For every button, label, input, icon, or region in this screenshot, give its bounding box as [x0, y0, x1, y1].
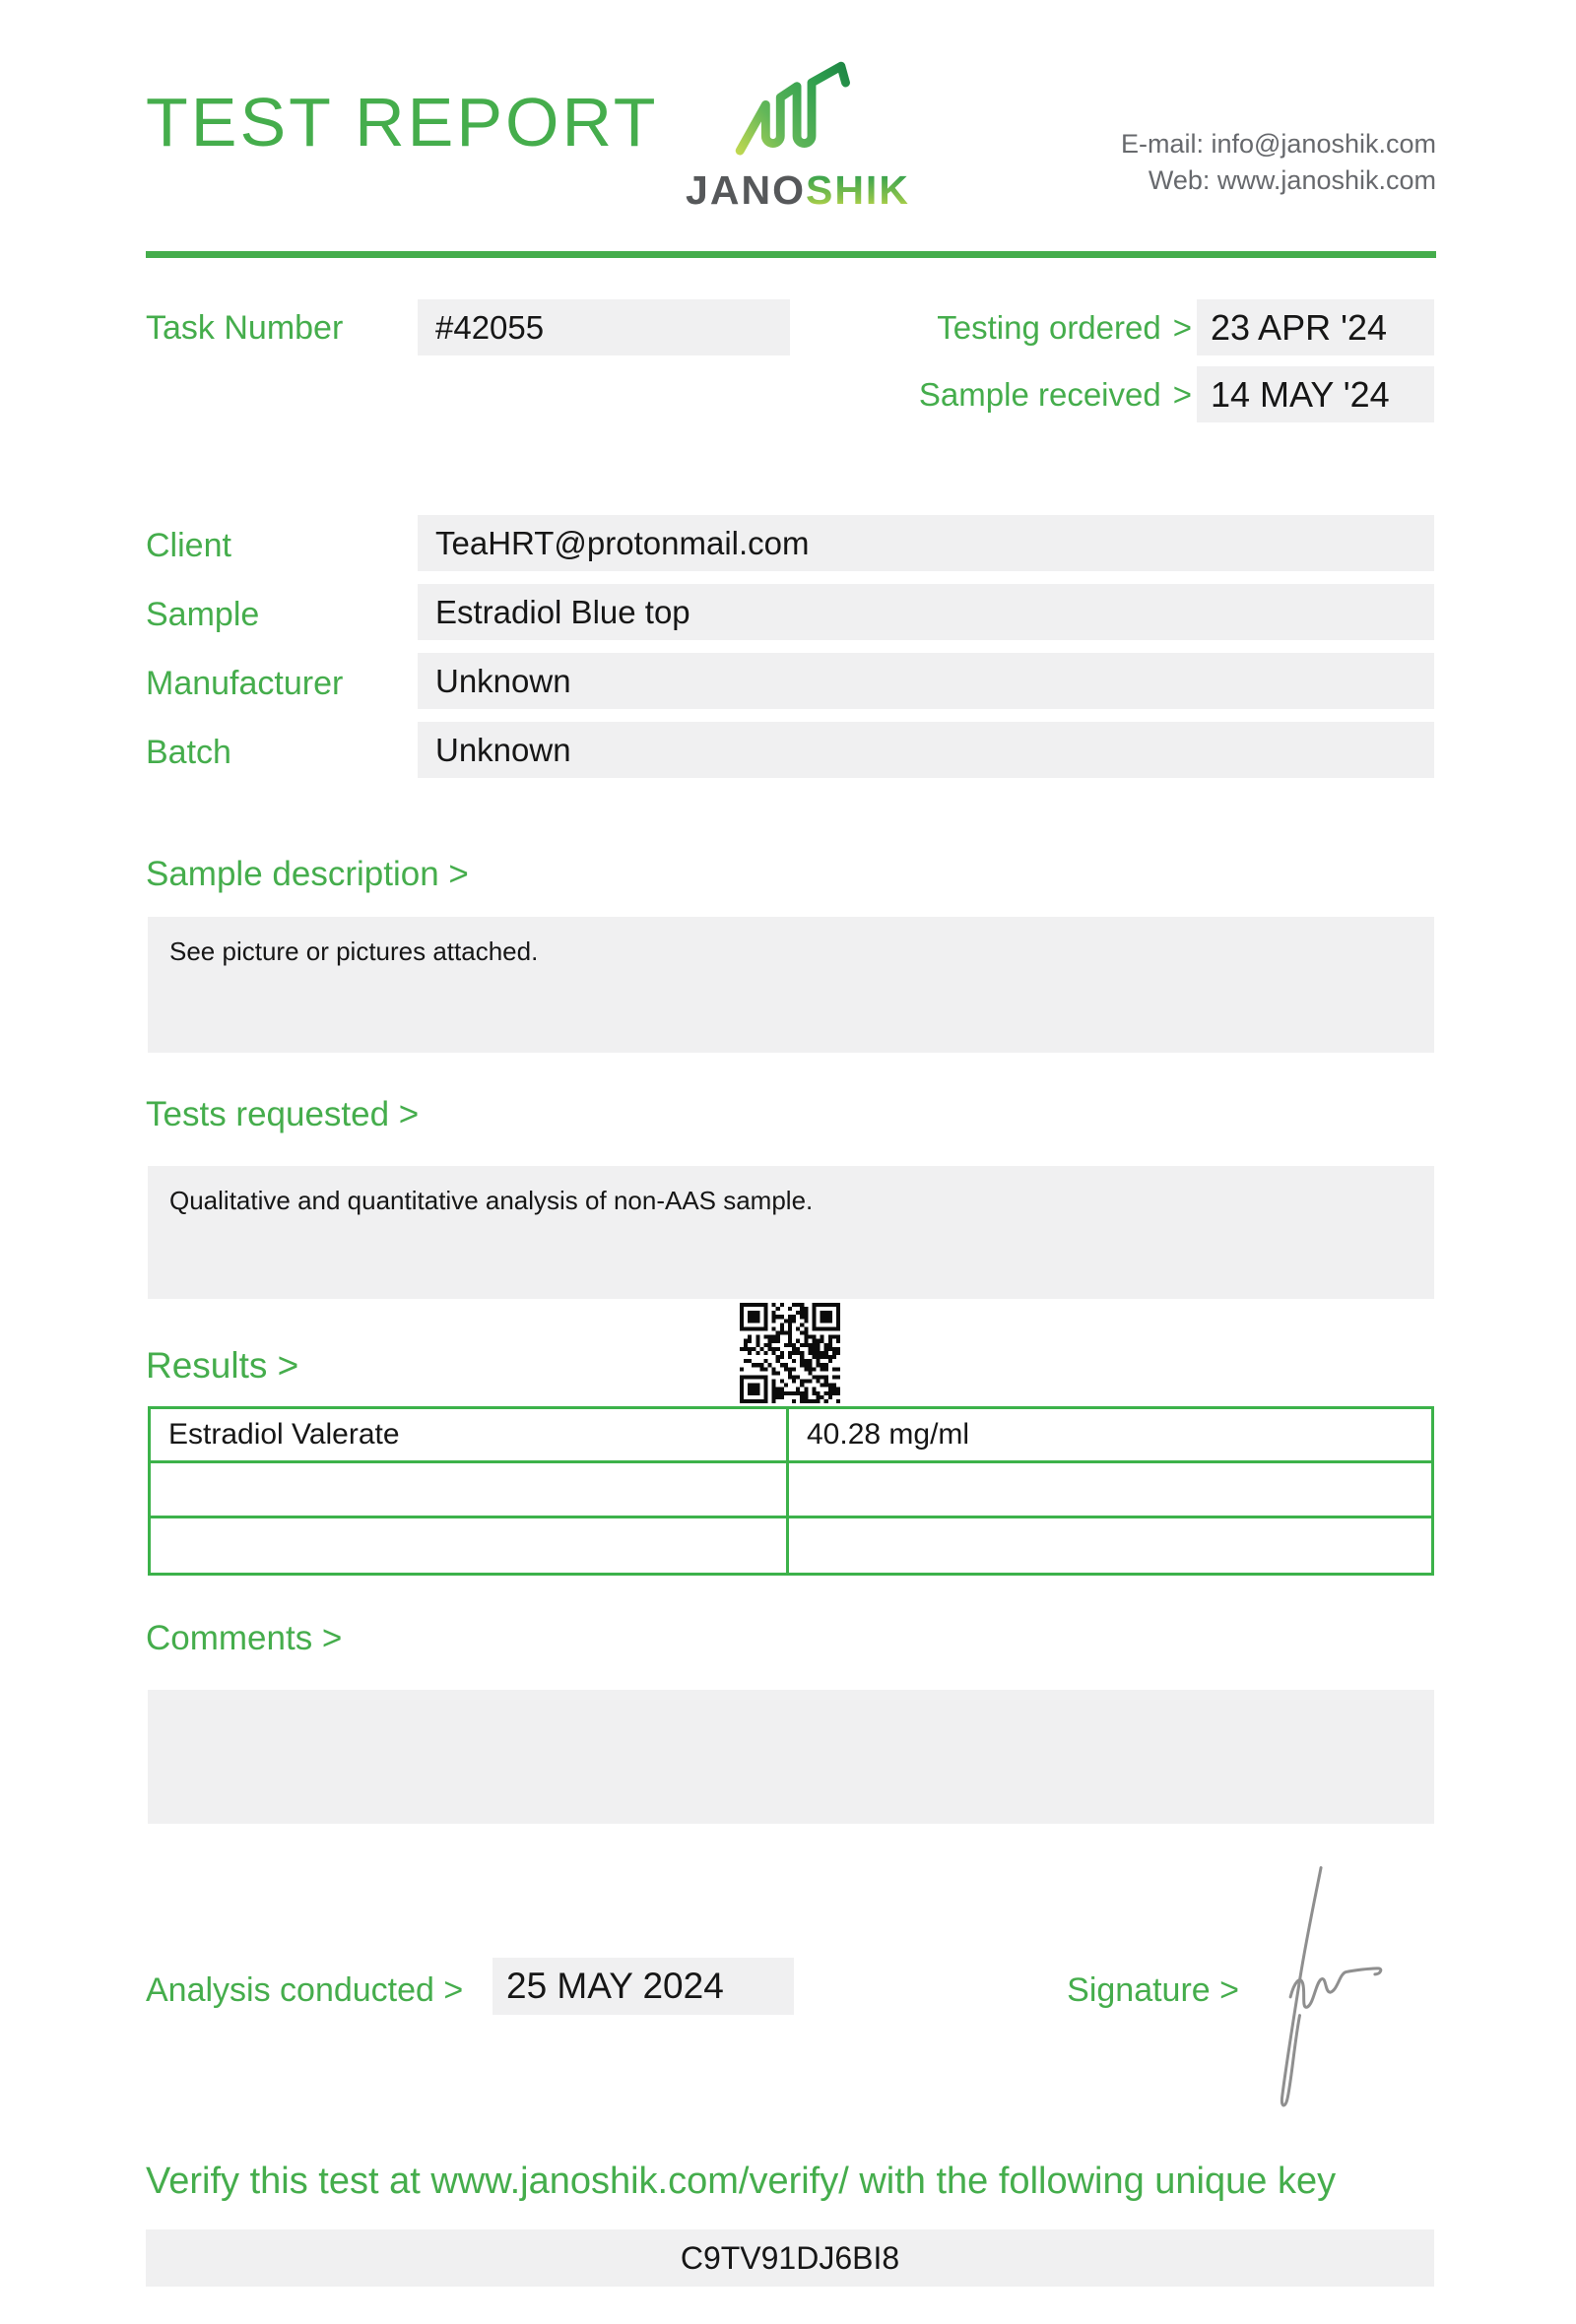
result-value-cell: 40.28 mg/ml — [789, 1409, 1431, 1463]
header-divider — [146, 251, 1436, 258]
sample-description-box — [148, 917, 1434, 1053]
manufacturer-label: Manufacturer — [146, 665, 344, 702]
tests-requested-heading: Tests requested > — [146, 1095, 420, 1133]
qr-code — [740, 1303, 840, 1403]
result-empty-cell — [151, 1518, 789, 1573]
sample-received-label: Sample received > — [918, 376, 1192, 413]
batch-value: Unknown — [418, 722, 1434, 778]
comments-heading: Comments > — [146, 1619, 343, 1657]
result-substance-cell: Estradiol Valerate — [151, 1409, 789, 1463]
comments-text — [148, 1690, 1434, 1729]
sample-received-value: 14 MAY '24 — [1197, 366, 1434, 422]
results-heading: Results > — [146, 1345, 299, 1386]
verify-instructions: Verify this test at www.janoshik.com/verify/ with the following unique key — [146, 2161, 1337, 2202]
handwritten-signature — [1263, 1847, 1411, 2143]
tests-requested-text: Qualitative and quantitative analysis of non-AAS sample. — [169, 1186, 814, 1215]
chevron-right-icon: > — [1172, 376, 1192, 413]
analysis-conducted-label: Analysis conducted > — [146, 1971, 464, 2009]
logo-word-dark: JANO — [686, 167, 806, 213]
testing-ordered-label: Testing ordered > — [937, 309, 1192, 346]
sample-description-heading: Sample description > — [146, 855, 469, 893]
sample-label: Sample — [146, 596, 260, 633]
client-value: TeaHRT@protonmail.com — [418, 515, 1434, 571]
logo-word-green: SHIK — [805, 167, 910, 213]
contact-info — [1121, 126, 1436, 199]
result-empty-cell — [789, 1518, 1431, 1573]
sample-value: Estradiol Blue top — [418, 584, 1434, 640]
manufacturer-value: Unknown — [418, 653, 1434, 709]
batch-label: Batch — [146, 734, 231, 771]
task-number-label: Task Number — [146, 309, 344, 347]
page-title: TEST REPORT — [146, 84, 659, 161]
rising-chart-icon — [724, 55, 872, 165]
testing-ordered-value: 23 APR '24 — [1197, 299, 1434, 355]
client-label: Client — [146, 527, 231, 564]
sample-description-text: See picture or pictures attached. — [169, 936, 539, 966]
result-empty-cell — [151, 1463, 789, 1517]
logo-wordmark — [645, 167, 951, 214]
signature-label: Signature > — [1067, 1971, 1239, 2009]
task-number-value: #42055 — [418, 299, 790, 355]
analysis-date-value: 25 MAY 2024 — [492, 1958, 794, 2015]
tests-requested-box — [148, 1166, 1434, 1299]
results-table — [148, 1406, 1434, 1576]
janoshik-logo — [645, 55, 951, 214]
verify-key: C9TV91DJ6BI8 — [146, 2229, 1434, 2287]
comments-box — [148, 1690, 1434, 1824]
result-empty-cell — [789, 1463, 1431, 1517]
contact-email: E-mail: info@janoshik.com — [1120, 129, 1436, 159]
chevron-right-icon: > — [1172, 309, 1192, 346]
contact-web: Web: www.janoshik.com — [1148, 165, 1436, 195]
